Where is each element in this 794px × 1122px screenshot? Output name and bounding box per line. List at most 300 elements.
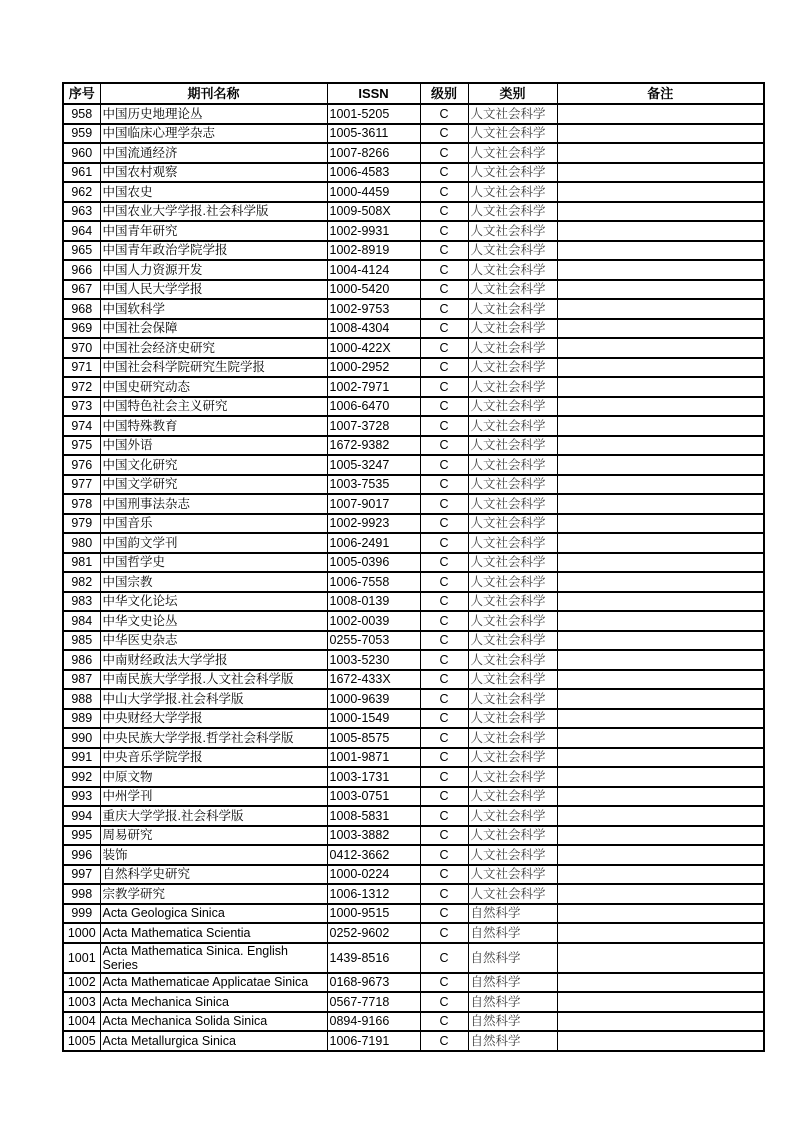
journal-name: 中国外语 [100,436,327,456]
journal-issn: 1006-7558 [327,572,420,592]
journal-category: 人文社会科学 [468,416,557,436]
journal-level: C [420,884,468,904]
journal-name: 中国社会经济史研究 [100,338,327,358]
journal-level: C [420,826,468,846]
journal-name: 中国历史地理论丛 [100,104,327,124]
row-number: 966 [63,260,100,280]
journal-level: C [420,611,468,631]
journal-category: 人文社会科学 [468,338,557,358]
journal-note [557,182,764,202]
journal-level: C [420,553,468,573]
journal-category: 人文社会科学 [468,748,557,768]
journal-issn: 0252-9602 [327,923,420,943]
journal-issn: 1002-9753 [327,299,420,319]
journal-level: C [420,787,468,807]
journal-note [557,436,764,456]
table-row [63,904,764,924]
journal-note [557,689,764,709]
row-number: 984 [63,611,100,631]
row-number: 974 [63,416,100,436]
journal-name: 周易研究 [100,826,327,846]
journal-level: C [420,514,468,534]
table-row [63,728,764,748]
row-number: 1000 [63,923,100,943]
journal-level: C [420,992,468,1012]
journal-note [557,592,764,612]
journal-name: 中央财经大学学报 [100,709,327,729]
table-row [63,319,764,339]
journal-level: C [420,767,468,787]
journal-category: 自然科学 [468,904,557,924]
journal-name: Acta Mathematica Scientia [100,923,327,943]
journal-category: 人文社会科学 [468,319,557,339]
row-number: 971 [63,358,100,378]
table-row [63,475,764,495]
journal-list-table [62,82,765,1052]
journal-category: 自然科学 [468,1031,557,1051]
journal-issn: 1005-3611 [327,124,420,144]
journal-name: 中国农村观察 [100,163,327,183]
journal-level: C [420,241,468,261]
row-number: 1001 [63,943,100,973]
journal-note [557,943,764,973]
journal-category: 人文社会科学 [468,436,557,456]
journal-name: 中国哲学史 [100,553,327,573]
journal-name: 中国特色社会主义研究 [100,397,327,417]
journal-issn: 1007-8266 [327,143,420,163]
journal-level: C [420,494,468,514]
row-number: 985 [63,631,100,651]
journal-category: 人文社会科学 [468,884,557,904]
table-row [63,143,764,163]
row-number: 962 [63,182,100,202]
table-row [63,533,764,553]
table-row [63,377,764,397]
journal-note [557,221,764,241]
journal-level: C [420,631,468,651]
journal-note [557,650,764,670]
journal-name: 中华文化论坛 [100,592,327,612]
table-row [63,923,764,943]
journal-note [557,923,764,943]
row-number: 982 [63,572,100,592]
row-number: 1005 [63,1031,100,1051]
journal-category: 人文社会科学 [468,670,557,690]
journal-note [557,377,764,397]
journal-category: 人文社会科学 [468,845,557,865]
table-row [63,182,764,202]
journal-issn: 1002-9931 [327,221,420,241]
table-row [63,124,764,144]
journal-name: 中国临床心理学杂志 [100,124,327,144]
journal-issn: 1000-9515 [327,904,420,924]
journal-name: Acta Mathematica Sinica. English Series [100,943,327,973]
journal-issn: 1006-7191 [327,1031,420,1051]
journal-category: 人文社会科学 [468,377,557,397]
journal-level: C [420,923,468,943]
journal-issn: 1003-3882 [327,826,420,846]
journal-issn: 1006-6470 [327,397,420,417]
journal-note [557,202,764,222]
journal-category: 人文社会科学 [468,709,557,729]
journal-category: 人文社会科学 [468,494,557,514]
row-number: 967 [63,280,100,300]
journal-level: C [420,416,468,436]
journal-name: 中南财经政法大学学报 [100,650,327,670]
journal-category: 人文社会科学 [468,689,557,709]
journal-name: 中国青年研究 [100,221,327,241]
journal-issn: 0567-7718 [327,992,420,1012]
row-number: 977 [63,475,100,495]
journal-name: 中国文化研究 [100,455,327,475]
journal-note [557,826,764,846]
row-number: 963 [63,202,100,222]
journal-note [557,553,764,573]
row-number: 959 [63,124,100,144]
table-row [63,884,764,904]
journal-note [557,124,764,144]
journal-level: C [420,104,468,124]
journal-name: 装饰 [100,845,327,865]
journal-note [557,748,764,768]
journal-category: 人文社会科学 [468,455,557,475]
row-number: 996 [63,845,100,865]
journal-level: C [420,338,468,358]
journal-level: C [420,143,468,163]
journal-category: 人文社会科学 [468,299,557,319]
table-row [63,670,764,690]
journal-level: C [420,163,468,183]
journal-name: 中国软科学 [100,299,327,319]
row-number: 968 [63,299,100,319]
row-number: 990 [63,728,100,748]
journal-level: C [420,689,468,709]
journal-category: 人文社会科学 [468,787,557,807]
header-no: 序号 [63,83,100,104]
journal-issn: 1002-8919 [327,241,420,261]
journal-category: 人文社会科学 [468,241,557,261]
journal-note [557,728,764,748]
journal-note [557,163,764,183]
journal-level: C [420,124,468,144]
journal-name: 中南民族大学学报.人文社会科学版 [100,670,327,690]
header-row [63,83,764,104]
journal-name: 重庆大学学报.社会科学版 [100,806,327,826]
journal-note [557,1012,764,1032]
table-row [63,416,764,436]
table-row [63,358,764,378]
journal-category: 人文社会科学 [468,260,557,280]
journal-category: 人文社会科学 [468,182,557,202]
journal-category: 人文社会科学 [468,631,557,651]
row-number: 989 [63,709,100,729]
header-issn: ISSN [327,83,420,104]
journal-issn: 1004-4124 [327,260,420,280]
journal-note [557,475,764,495]
journal-category: 人文社会科学 [468,202,557,222]
journal-name: 中国史研究动态 [100,377,327,397]
journal-level: C [420,806,468,826]
journal-name: 中国流通经济 [100,143,327,163]
journal-category: 人文社会科学 [468,358,557,378]
journal-name: 中国音乐 [100,514,327,534]
journal-name: 中国人民大学学报 [100,280,327,300]
row-number: 986 [63,650,100,670]
row-number: 978 [63,494,100,514]
journal-level: C [420,845,468,865]
table-row [63,973,764,993]
journal-issn: 1005-0396 [327,553,420,573]
journal-note [557,884,764,904]
row-number: 981 [63,553,100,573]
table-row [63,650,764,670]
journal-issn: 1439-8516 [327,943,420,973]
journal-issn: 1006-2491 [327,533,420,553]
journal-issn: 1007-9017 [327,494,420,514]
journal-issn: 1002-0039 [327,611,420,631]
table-row [63,397,764,417]
journal-category: 人文社会科学 [468,143,557,163]
row-number: 1002 [63,973,100,993]
row-number: 983 [63,592,100,612]
table-header [63,83,764,104]
row-number: 973 [63,397,100,417]
table-body [63,104,764,1051]
table-row [63,689,764,709]
journal-category: 自然科学 [468,923,557,943]
table-row [63,992,764,1012]
journal-issn: 0412-3662 [327,845,420,865]
row-number: 961 [63,163,100,183]
journal-level: C [420,670,468,690]
journal-note [557,787,764,807]
header-note: 备注 [557,83,764,104]
journal-issn: 1672-9382 [327,436,420,456]
journal-issn: 1001-9871 [327,748,420,768]
journal-category: 自然科学 [468,992,557,1012]
journal-note [557,533,764,553]
journal-category: 人文社会科学 [468,826,557,846]
journal-note [557,572,764,592]
journal-name: 中国农业大学学报.社会科学版 [100,202,327,222]
journal-level: C [420,397,468,417]
journal-name: Acta Metallurgica Sinica [100,1031,327,1051]
table-row [63,1012,764,1032]
journal-issn: 0255-7053 [327,631,420,651]
journal-note [557,611,764,631]
row-number: 991 [63,748,100,768]
table-row [63,709,764,729]
journal-issn: 1003-0751 [327,787,420,807]
journal-issn: 1001-5205 [327,104,420,124]
journal-note [557,358,764,378]
journal-level: C [420,260,468,280]
header-level: 级别 [420,83,468,104]
journal-name: 中央音乐学院学报 [100,748,327,768]
journal-level: C [420,377,468,397]
journal-level: C [420,358,468,378]
journal-name: 中国青年政治学院学报 [100,241,327,261]
journal-name: 中国刑事法杂志 [100,494,327,514]
journal-issn: 1002-9923 [327,514,420,534]
journal-name: 中国韵文学刊 [100,533,327,553]
journal-category: 人文社会科学 [468,806,557,826]
journal-category: 人文社会科学 [468,163,557,183]
journal-name: Acta Mechanica Solida Sinica [100,1012,327,1032]
journal-note [557,845,764,865]
journal-category: 人文社会科学 [468,592,557,612]
row-number: 979 [63,514,100,534]
journal-category: 人文社会科学 [468,572,557,592]
journal-issn: 1000-4459 [327,182,420,202]
journal-level: C [420,904,468,924]
journal-issn: 1006-4583 [327,163,420,183]
row-number: 992 [63,767,100,787]
journal-category: 人文社会科学 [468,475,557,495]
journal-name: 中央民族大学学报.哲学社会科学版 [100,728,327,748]
journal-level: C [420,973,468,993]
journal-name: 自然科学史研究 [100,865,327,885]
row-number: 998 [63,884,100,904]
journal-note [557,973,764,993]
table-row [63,767,764,787]
journal-category: 自然科学 [468,1012,557,1032]
journal-issn: 1008-0139 [327,592,420,612]
journal-note [557,299,764,319]
journal-name: 中华文史论丛 [100,611,327,631]
journal-note [557,767,764,787]
journal-level: C [420,475,468,495]
journal-issn: 1000-422X [327,338,420,358]
journal-issn: 1000-0224 [327,865,420,885]
row-number: 975 [63,436,100,456]
row-number: 972 [63,377,100,397]
journal-level: C [420,319,468,339]
journal-category: 自然科学 [468,943,557,973]
journal-name: 中国特殊教育 [100,416,327,436]
journal-level: C [420,1012,468,1032]
journal-issn: 1672-433X [327,670,420,690]
journal-name: 中国农史 [100,182,327,202]
table-row [63,826,764,846]
row-number: 995 [63,826,100,846]
journal-level: C [420,748,468,768]
table-row [63,455,764,475]
journal-note [557,416,764,436]
journal-name: 中国社会科学院研究生院学报 [100,358,327,378]
journal-note [557,104,764,124]
table-row [63,494,764,514]
journal-name: 宗教学研究 [100,884,327,904]
table-row [63,299,764,319]
header-name: 期刊名称 [100,83,327,104]
table-row [63,338,764,358]
journal-note [557,709,764,729]
journal-issn: 1000-9639 [327,689,420,709]
row-number: 976 [63,455,100,475]
table-row [63,592,764,612]
journal-note [557,806,764,826]
row-number: 964 [63,221,100,241]
journal-level: C [420,221,468,241]
journal-note [557,514,764,534]
journal-category: 人文社会科学 [468,104,557,124]
journal-name: 中国宗教 [100,572,327,592]
journal-note [557,1031,764,1051]
row-number: 958 [63,104,100,124]
journal-category: 人文社会科学 [468,221,557,241]
journal-issn: 1005-3247 [327,455,420,475]
header-category: 类别 [468,83,557,104]
journal-category: 人文社会科学 [468,514,557,534]
table-row [63,572,764,592]
journal-issn: 1003-5230 [327,650,420,670]
journal-issn: 1000-1549 [327,709,420,729]
row-number: 1004 [63,1012,100,1032]
table-row [63,241,764,261]
journal-level: C [420,202,468,222]
journal-name: Acta Mechanica Sinica [100,992,327,1012]
row-number: 965 [63,241,100,261]
journal-issn: 1000-2952 [327,358,420,378]
table-row [63,631,764,651]
journal-issn: 1000-5420 [327,280,420,300]
journal-level: C [420,943,468,973]
journal-note [557,143,764,163]
journal-issn: 0894-9166 [327,1012,420,1032]
journal-level: C [420,182,468,202]
journal-issn: 1009-508X [327,202,420,222]
journal-name: 中山大学学报.社会科学版 [100,689,327,709]
journal-level: C [420,592,468,612]
journal-name: 中国人力资源开发 [100,260,327,280]
journal-name: Acta Mathematicae Applicatae Sinica [100,973,327,993]
table-row [63,221,764,241]
row-number: 970 [63,338,100,358]
row-number: 994 [63,806,100,826]
journal-note [557,241,764,261]
row-number: 999 [63,904,100,924]
journal-note [557,397,764,417]
journal-issn: 1005-8575 [327,728,420,748]
table-row [63,845,764,865]
journal-level: C [420,728,468,748]
row-number: 960 [63,143,100,163]
row-number: 997 [63,865,100,885]
table-row [63,260,764,280]
table-row [63,553,764,573]
journal-category: 人文社会科学 [468,865,557,885]
table-row [63,748,764,768]
journal-note [557,494,764,514]
journal-category: 人文社会科学 [468,611,557,631]
journal-name: 中原文物 [100,767,327,787]
journal-category: 人文社会科学 [468,728,557,748]
journal-issn: 1003-7535 [327,475,420,495]
journal-note [557,280,764,300]
table-row [63,611,764,631]
journal-issn: 1008-5831 [327,806,420,826]
table-row [63,163,764,183]
journal-category: 人文社会科学 [468,553,557,573]
table-row [63,202,764,222]
journal-issn: 1007-3728 [327,416,420,436]
journal-level: C [420,865,468,885]
table-row [63,787,764,807]
journal-level: C [420,1031,468,1051]
journal-issn: 1008-4304 [327,319,420,339]
row-number: 987 [63,670,100,690]
